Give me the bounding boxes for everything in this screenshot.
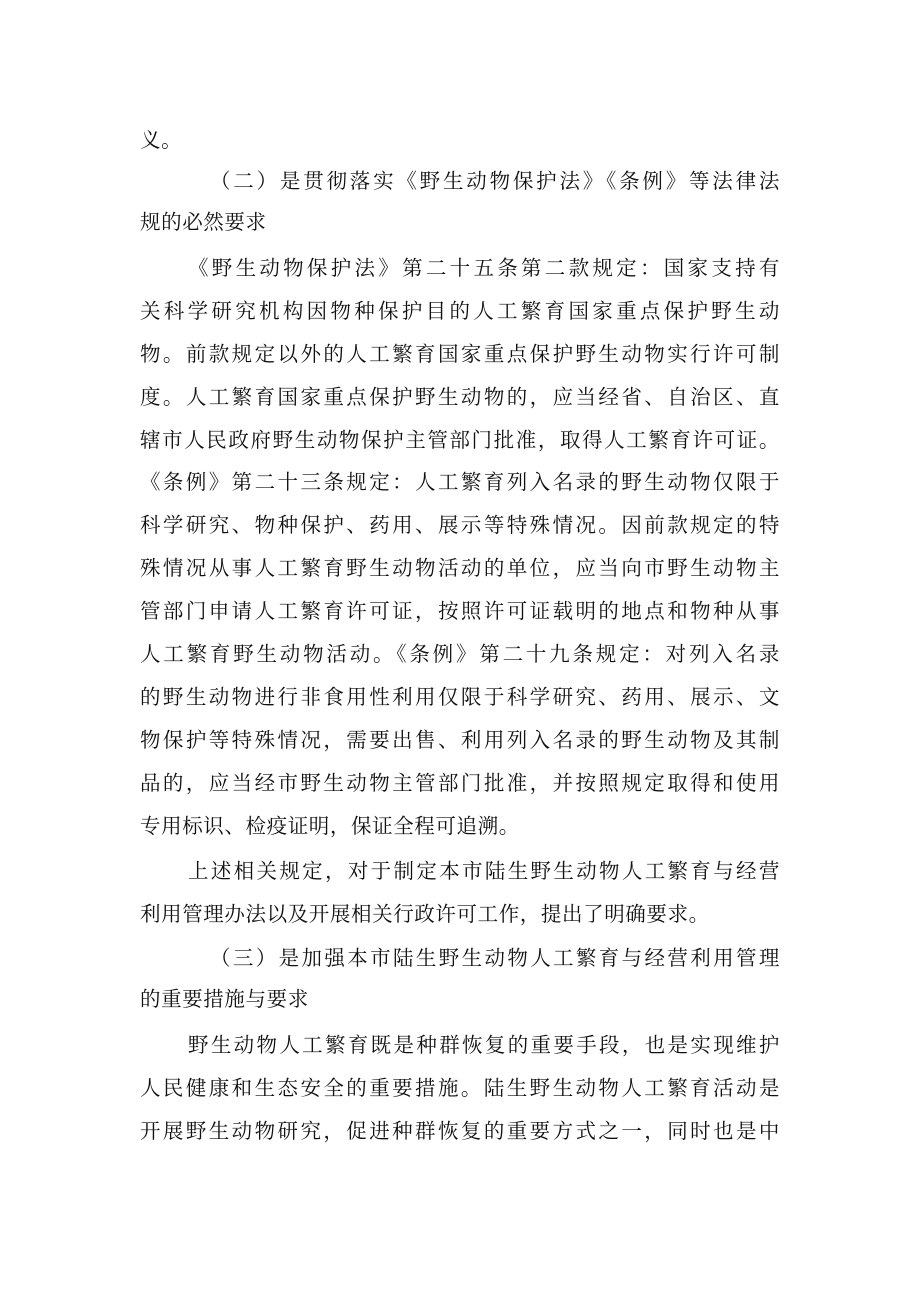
text-line: 开展野生动物研究，促进种群恢复的重要方式之一，同时也是中 [140, 1119, 780, 1143]
text-line: 辖市人民政府野生动物保护主管部门批准，取得人工繁育许可证。 [140, 428, 780, 452]
text-line: 的野生动物进行非食用性利用仅限于科学研究、药用、展示、文 [140, 685, 780, 709]
text-line: 人民健康和生态安全的重要措施。陆生野生动物人工繁育活动是 [140, 1076, 780, 1100]
text-line: 野生动物人工繁育既是种群恢复的重要手段，也是实现维护 [188, 1033, 780, 1057]
section-heading: （三）是加强本市陆生野生动物人工繁育与经营利用管理 [210, 946, 780, 970]
text-line: 《野生动物保护法》第二十五条第二款规定：国家支持有 [188, 256, 780, 280]
section-heading-cont: 规的必然要求 [140, 210, 267, 234]
text-line: 品的，应当经市野生动物主管部门批准，并按照规定取得和使用 [140, 771, 780, 795]
text-line: 专用标识、检疫证明，保证全程可追溯。 [140, 814, 520, 838]
text-line: 度。人工繁育国家重点保护野生动物的，应当经省、自治区、直 [140, 385, 780, 409]
text-line: 义。 [140, 128, 183, 152]
text-line: 殊情况从事人工繁育野生动物活动的单位，应当向市野生动物主 [140, 556, 780, 580]
text-line: 管部门申请人工繁育许可证，按照许可证载明的地点和物种从事 [140, 599, 780, 623]
text-line: 物。前款规定以外的人工繁育国家重点保护野生动物实行许可制 [140, 342, 780, 366]
text-line: 科学研究、物种保护、药用、展示等特殊情况。因前款规定的特 [140, 513, 780, 537]
text-line: 关科学研究机构因物种保护目的人工繁育国家重点保护野生动 [140, 299, 780, 323]
section-heading-cont: 的重要措施与要求 [140, 987, 309, 1011]
text-line: 物保护等特殊情况，需要出售、利用列入名录的野生动物及其制 [140, 728, 780, 752]
text-line: 利用管理办法以及开展相关行政许可工作，提出了明确要求。 [140, 902, 710, 926]
text-line: 《条例》第二十三条规定：人工繁育列入名录的野生动物仅限于 [140, 470, 780, 494]
section-heading: （二）是贯彻落实《野生动物保护法》《条例》等法律法 [210, 169, 780, 193]
text-line: 人工繁育野生动物活动。《条例》第二十九条规定：对列入名录 [140, 642, 780, 666]
text-line: 上述相关规定，对于制定本市陆生野生动物人工繁育与经营 [188, 859, 780, 883]
